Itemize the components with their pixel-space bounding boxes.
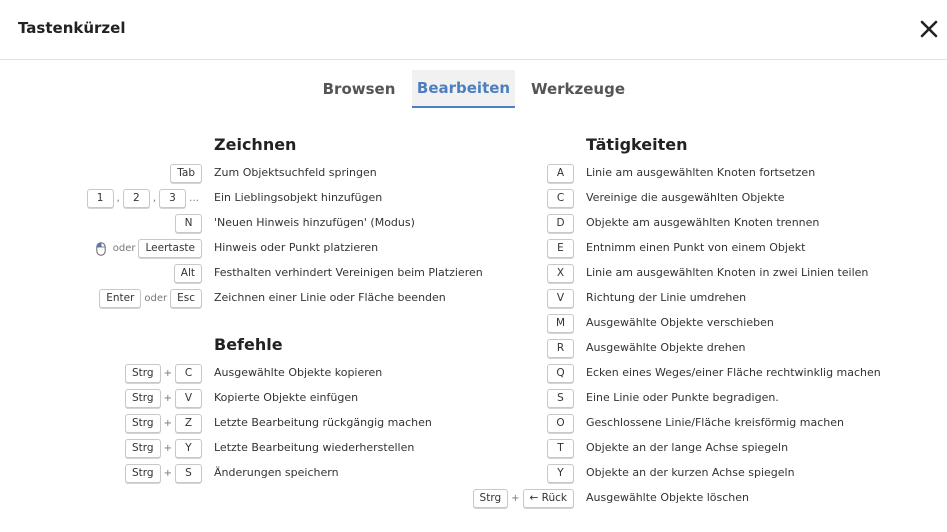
shortcut-description: Ausgewählte Objekte löschen xyxy=(586,491,750,504)
key-n: N xyxy=(175,214,202,233)
plus-separator: + xyxy=(163,442,172,454)
key-a: A xyxy=(547,164,574,183)
key-t: T xyxy=(547,439,574,458)
shortcut-description: Zum Objektsuchfeld springen xyxy=(214,166,377,179)
plus-separator: + xyxy=(163,417,172,429)
key-strg: Strg xyxy=(473,489,509,508)
shortcut-keys xyxy=(547,212,574,234)
key-esc: Esc xyxy=(170,289,202,308)
section-title-befehle: Befehle xyxy=(214,335,283,354)
tab-bar xyxy=(0,70,947,108)
shortcut-description: 'Neuen Hinweis hinzufügen' (Modus) xyxy=(214,216,415,229)
comma-separator: , xyxy=(116,192,120,204)
key-o: O xyxy=(547,414,574,433)
key-z: Z xyxy=(175,414,202,433)
key-strg: Strg xyxy=(125,439,161,458)
shortcut-keys xyxy=(547,462,574,484)
key-strg: Strg xyxy=(125,414,161,433)
key-e: E xyxy=(547,239,574,258)
shortcut-row xyxy=(0,287,947,309)
shortcut-row xyxy=(0,387,947,409)
shortcut-description: Ausgewählte Objekte verschieben xyxy=(586,316,774,329)
shortcut-description: Ausgewählte Objekte kopieren xyxy=(214,366,383,379)
shortcut-keys xyxy=(547,412,574,434)
shortcut-keys xyxy=(547,337,574,359)
tab-browsen[interactable]: Browsen xyxy=(322,80,396,98)
key-s: S xyxy=(547,389,574,408)
plus-separator: + xyxy=(511,492,520,504)
key-c: C xyxy=(175,364,202,383)
shortcut-row xyxy=(0,462,947,484)
shortcut-description: Objekte an der kurzen Achse spiegeln xyxy=(586,466,795,479)
shortcut-keys xyxy=(547,162,574,184)
plus-separator: + xyxy=(163,367,172,379)
comma-separator: , xyxy=(152,192,156,204)
shortcut-row xyxy=(0,437,947,459)
tab-werkzeuge[interactable]: Werkzeuge xyxy=(530,80,626,98)
key-1: 1 xyxy=(87,189,114,208)
key-leertaste: Leertaste xyxy=(138,239,202,258)
shortcut-description: Festhalten verhindert Vereinigen beim Platzieren xyxy=(214,266,483,279)
shortcut-description: Objekte am ausgewählten Knoten trennen xyxy=(586,216,820,229)
key-y: Y xyxy=(547,464,574,483)
shortcut-keys xyxy=(547,287,574,309)
key-v: V xyxy=(175,389,202,408)
plus-separator: + xyxy=(163,467,172,479)
shortcut-row xyxy=(0,187,947,209)
shortcut-description: Letzte Bearbeitung rückgängig machen xyxy=(214,416,432,429)
key-3: 3 xyxy=(159,189,186,208)
section-title-taetigkeiten: Tätigkeiten xyxy=(586,135,688,154)
key-strg: Strg xyxy=(125,464,161,483)
shortcut-description: Zeichnen einer Linie oder Fläche beenden xyxy=(214,291,446,304)
shortcut-description: Vereinige die ausgewählten Objekte xyxy=(586,191,785,204)
key-m: M xyxy=(547,314,574,333)
shortcut-keys xyxy=(547,262,574,284)
key-2: 2 xyxy=(123,189,150,208)
shortcut-row xyxy=(0,487,947,509)
shortcut-row xyxy=(0,362,947,384)
section-title-zeichnen: Zeichnen xyxy=(214,135,297,154)
key-x: X xyxy=(547,264,574,283)
shortcut-keys xyxy=(547,312,574,334)
shortcut-row xyxy=(0,312,947,334)
key-y: Y xyxy=(175,439,202,458)
shortcut-row xyxy=(0,262,947,284)
plus-separator: + xyxy=(163,392,172,404)
shortcut-description: Objekte an der lange Achse spiegeln xyxy=(586,441,789,454)
shortcut-description: Ecken eines Weges/einer Fläche rechtwinklig machen xyxy=(586,366,881,379)
key-s: S xyxy=(175,464,202,483)
shortcut-row xyxy=(0,237,947,259)
shortcut-description: Eine Linie oder Punkte begradigen. xyxy=(586,391,779,404)
shortcut-row xyxy=(0,212,947,234)
shortcut-description: Geschlossene Linie/Fläche kreisförmig machen xyxy=(586,416,844,429)
shortcut-description: Kopierte Objekte einfügen xyxy=(214,391,359,404)
shortcut-description: Entnimm einen Punkt von einem Objekt xyxy=(586,241,806,254)
shortcut-keys xyxy=(547,437,574,459)
key-tab: Tab xyxy=(170,164,202,183)
shortcut-row xyxy=(0,412,947,434)
close-icon[interactable] xyxy=(918,18,940,40)
shortcut-row xyxy=(0,162,947,184)
key-strg: Strg xyxy=(125,389,161,408)
shortcut-keys xyxy=(547,362,574,384)
shortcut-description: Hinweis oder Punkt platzieren xyxy=(214,241,379,254)
dialog-header xyxy=(0,0,947,60)
shortcut-description: Ein Lieblingsobjekt hinzufügen xyxy=(214,191,383,204)
shortcut-keys xyxy=(547,237,574,259)
key-d: D xyxy=(547,214,574,233)
key-rück: ← Rück xyxy=(523,489,574,508)
shortcut-row xyxy=(0,337,947,359)
shortcut-description: Linie am ausgewählten Knoten fortsetzen xyxy=(586,166,816,179)
key-alt: Alt xyxy=(174,264,202,283)
shortcut-description: Richtung der Linie umdrehen xyxy=(586,291,747,304)
key-r: R xyxy=(547,339,574,358)
dialog-title: Tastenkürzel xyxy=(18,19,126,37)
oder-separator: oder xyxy=(144,292,168,304)
shortcut-keys xyxy=(473,487,574,509)
shortcut-keys xyxy=(547,187,574,209)
ellipsis-separator: … xyxy=(189,192,199,204)
shortcut-description: Änderungen speichern xyxy=(214,466,339,479)
key-v: V xyxy=(547,289,574,308)
key-strg: Strg xyxy=(125,364,161,383)
tab-bearbeiten[interactable]: Bearbeiten xyxy=(412,70,515,108)
key-c: C xyxy=(547,189,574,208)
key-q: Q xyxy=(547,364,574,383)
shortcut-description: Letzte Bearbeitung wiederherstellen xyxy=(214,441,415,454)
shortcut-description: Linie am ausgewählten Knoten in zwei Linien teilen xyxy=(586,266,869,279)
shortcut-description: Ausgewählte Objekte drehen xyxy=(586,341,746,354)
shortcut-keys xyxy=(547,387,574,409)
oder-separator: oder xyxy=(112,242,136,254)
key-enter: Enter xyxy=(99,289,141,308)
